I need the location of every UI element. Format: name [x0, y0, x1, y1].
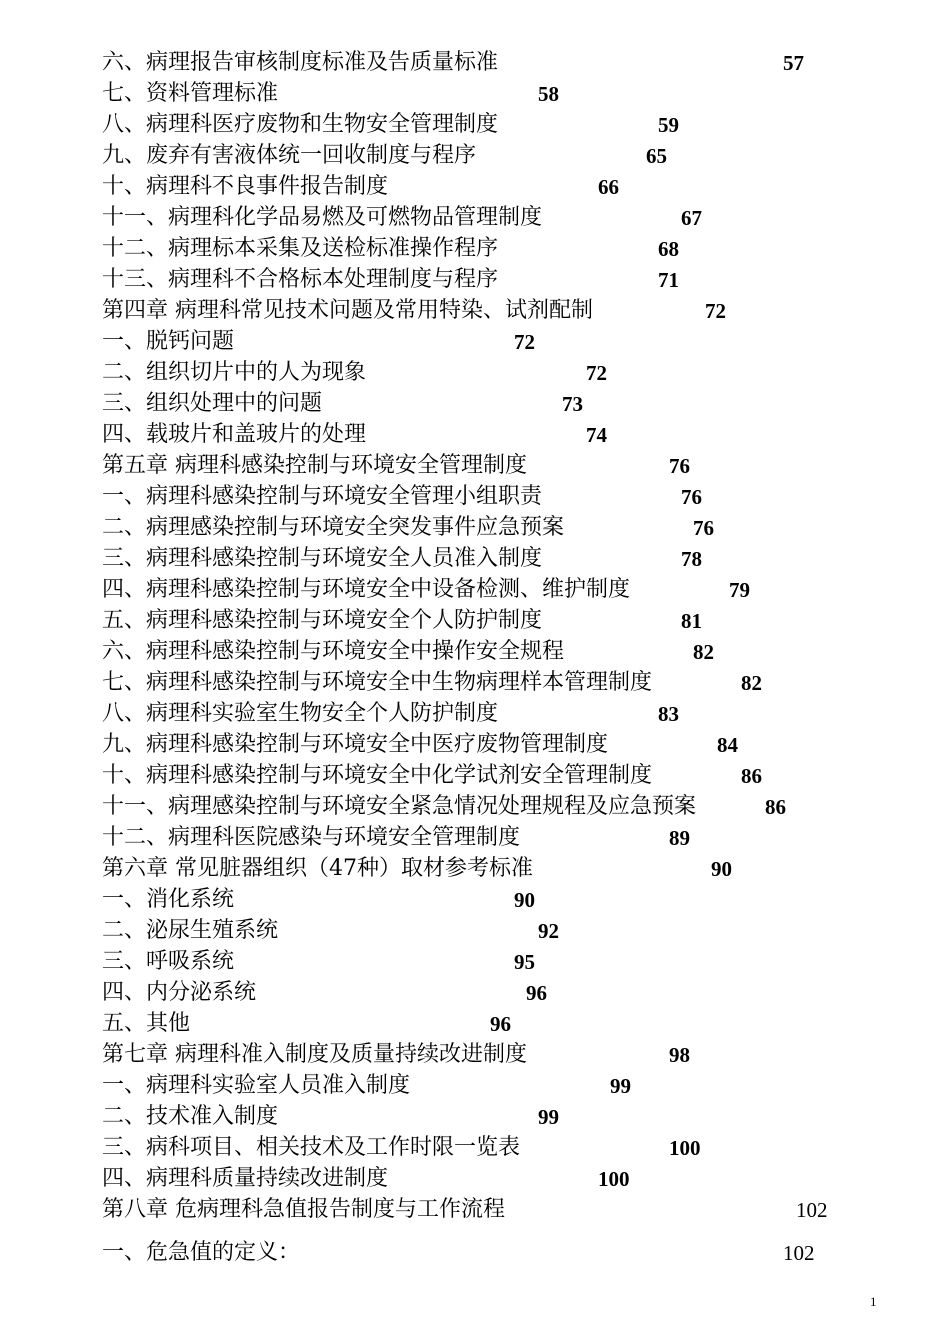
toc-entry-page: 99: [610, 1074, 631, 1098]
toc-entry-title: 十二、病理科医院感染与环境安全管理制度: [102, 825, 521, 850]
toc-entry-page: 100: [669, 1136, 701, 1160]
toc-entry-title: 八、病理科医疗废物和生物安全管理制度: [102, 112, 499, 137]
toc-entry: [0, 389, 950, 419]
toc-entry: [0, 358, 950, 388]
toc-entry-page: 98: [669, 1043, 690, 1067]
toc-entry: [0, 1071, 950, 1101]
toc-entry: [0, 730, 950, 760]
toc-entry-title: 二、泌尿生殖系统: [102, 918, 279, 943]
toc-entry-title: 三、病科项目、相关技术及工作时限一览表: [102, 1135, 521, 1160]
toc-entry-title: 第五章 病理科感染控制与环境安全管理制度: [102, 453, 527, 478]
toc-entry: [0, 637, 950, 667]
toc-entry-page: 86: [765, 795, 786, 819]
toc-entry-title: 一、消化系统: [102, 887, 235, 912]
toc-entry-title: 二、病理感染控制与环境安全突发事件应急预案: [102, 515, 565, 540]
toc-entry-title: 第八章 危病理科急值报告制度与工作流程: [102, 1197, 505, 1222]
toc-entry-page: 65: [646, 144, 667, 168]
toc-entry: [0, 296, 950, 326]
toc-entry-page: 74: [586, 423, 607, 447]
toc-entry: [0, 761, 950, 791]
toc-entry-page: 66: [598, 175, 619, 199]
toc-entry-title: 四、病理科感染控制与环境安全中设备检测、维护制度: [102, 577, 631, 602]
toc-entry-title: 第四章 病理科常见技术问题及常用特染、试剂配制: [102, 298, 593, 323]
toc-entry-page: 58: [538, 82, 559, 106]
toc-entry-title: 第七章 病理科准入制度及质量持续改进制度: [102, 1042, 527, 1067]
toc-entry-title: 六、病理科感染控制与环境安全中操作安全规程: [102, 639, 565, 664]
toc-entry: [0, 668, 950, 698]
toc-entry: [0, 544, 950, 574]
toc-entry: [0, 1195, 950, 1225]
toc-entry: [0, 172, 950, 202]
toc-entry-title: 四、内分泌系统: [102, 980, 257, 1005]
toc-entry-title: 三、呼吸系统: [102, 949, 235, 974]
toc-entry-title: 十二、病理标本采集及送检标准操作程序: [102, 236, 499, 261]
toc-entry: [0, 1238, 950, 1268]
toc-entry: [0, 327, 950, 357]
toc-entry-page: 102: [796, 1198, 828, 1222]
toc-entry: [0, 854, 950, 884]
toc-entry: [0, 48, 950, 78]
toc-entry-page: 90: [514, 888, 535, 912]
toc-entry-title: 九、病理科感染控制与环境安全中医疗废物管理制度: [102, 732, 609, 757]
toc-entry-page: 68: [658, 237, 679, 261]
toc-entry-title: 八、病理科实验室生物安全个人防护制度: [102, 701, 499, 726]
toc-entry: [0, 451, 950, 481]
toc-entry: [0, 699, 950, 729]
toc-entry-title: 三、病理科感染控制与环境安全人员准入制度: [102, 546, 543, 571]
toc-entry-page: 76: [681, 485, 702, 509]
toc-entry: [0, 1102, 950, 1132]
toc-entry: [0, 885, 950, 915]
toc-entry-page: 78: [681, 547, 702, 571]
toc-entry: [0, 1009, 950, 1039]
toc-entry-page: 81: [681, 609, 702, 633]
toc-entry: [0, 79, 950, 109]
toc-entry-page: 73: [562, 392, 583, 416]
toc-entry-title: 一、脱钙问题: [102, 329, 235, 354]
toc-entry: [0, 1040, 950, 1070]
toc-entry-page: 67: [681, 206, 702, 230]
toc-entry-title: 二、组织切片中的人为现象: [102, 360, 367, 385]
toc-entry-page: 100: [598, 1167, 630, 1191]
toc-entry: [0, 823, 950, 853]
toc-entry-page: 71: [658, 268, 679, 292]
toc-entry-title: 一、病理科实验室人员准入制度: [102, 1073, 411, 1098]
toc-entry-page: 96: [490, 1012, 511, 1036]
toc-entry-page: 99: [538, 1105, 559, 1129]
toc-entry-title: 十一、病理感染控制与环境安全紧急情况处理规程及应急预案: [102, 794, 697, 819]
toc-entry-title: 七、病理科感染控制与环境安全中生物病理样本管理制度: [102, 670, 653, 695]
toc-entry-title: 一、危急值的定义：: [102, 1240, 301, 1265]
toc-entry: [0, 420, 950, 450]
toc-entry-page: 90: [711, 857, 732, 881]
toc-entry-title: 十、病理科不良事件报告制度: [102, 174, 389, 199]
toc-entry-page: 83: [658, 702, 679, 726]
toc-entry-page: 72: [586, 361, 607, 385]
toc-entry-page: 72: [514, 330, 535, 354]
toc-entry-page: 86: [741, 764, 762, 788]
toc-entry: [0, 203, 950, 233]
toc-entry: [0, 792, 950, 822]
toc-entry: [0, 916, 950, 946]
toc-entry-title: 五、病理科感染控制与环境安全个人防护制度: [102, 608, 543, 633]
toc-entry-title: 四、病理科质量持续改进制度: [102, 1166, 389, 1191]
toc-entry: [0, 606, 950, 636]
toc-entry: [0, 1164, 950, 1194]
toc-entry-page: 89: [669, 826, 690, 850]
toc-entry-title: 一、病理科感染控制与环境安全管理小组职责: [102, 484, 543, 509]
toc-entry-page: 95: [514, 950, 535, 974]
toc-entry: [0, 513, 950, 543]
toc-entry-page: 82: [693, 640, 714, 664]
toc-entry-page: 82: [741, 671, 762, 695]
toc-entry-page: 79: [729, 578, 750, 602]
toc-entry-page: 59: [658, 113, 679, 137]
toc-entry-title: 六、病理报告审核制度标准及告质量标准: [102, 50, 499, 75]
toc-entry: [0, 110, 950, 140]
toc-entry-title: 十三、病理科不合格标本处理制度与程序: [102, 267, 499, 292]
toc-entry: [0, 141, 950, 171]
toc-entry-page: 57: [783, 51, 804, 75]
toc-entry: [0, 978, 950, 1008]
page-number: 1: [870, 1294, 877, 1309]
toc-entry-page: 102: [783, 1241, 815, 1265]
toc-entry-title: 七、资料管理标准: [102, 81, 279, 106]
toc-entry-title: 四、载玻片和盖玻片的处理: [102, 422, 367, 447]
toc-entry-page: 76: [693, 516, 714, 540]
toc-entry-title: 九、废弃有害液体统一回收制度与程序: [102, 143, 477, 168]
toc-entry-title: 五、其他: [102, 1011, 191, 1036]
toc-entry: [0, 575, 950, 605]
toc-entry: [0, 234, 950, 264]
toc-entry: [0, 947, 950, 977]
toc-entry-title: 三、组织处理中的问题: [102, 391, 323, 416]
toc-entry-page: 96: [526, 981, 547, 1005]
toc-entry-title: 二、技术准入制度: [102, 1104, 279, 1129]
toc-entry-page: 72: [705, 299, 726, 323]
toc-entry-page: 76: [669, 454, 690, 478]
toc-entry: [0, 1133, 950, 1163]
toc-entry: [0, 482, 950, 512]
toc-entry: [0, 265, 950, 295]
toc-entry-title: 十一、病理科化学品易燃及可燃物品管理制度: [102, 205, 543, 230]
toc-entry-title: 十、病理科感染控制与环境安全中化学试剂安全管理制度: [102, 763, 653, 788]
toc-entry-title: 第六章 常见脏器组织（47种）取材参考标准: [102, 856, 533, 881]
toc-entry-page: 92: [538, 919, 559, 943]
toc-entry-page: 84: [717, 733, 738, 757]
